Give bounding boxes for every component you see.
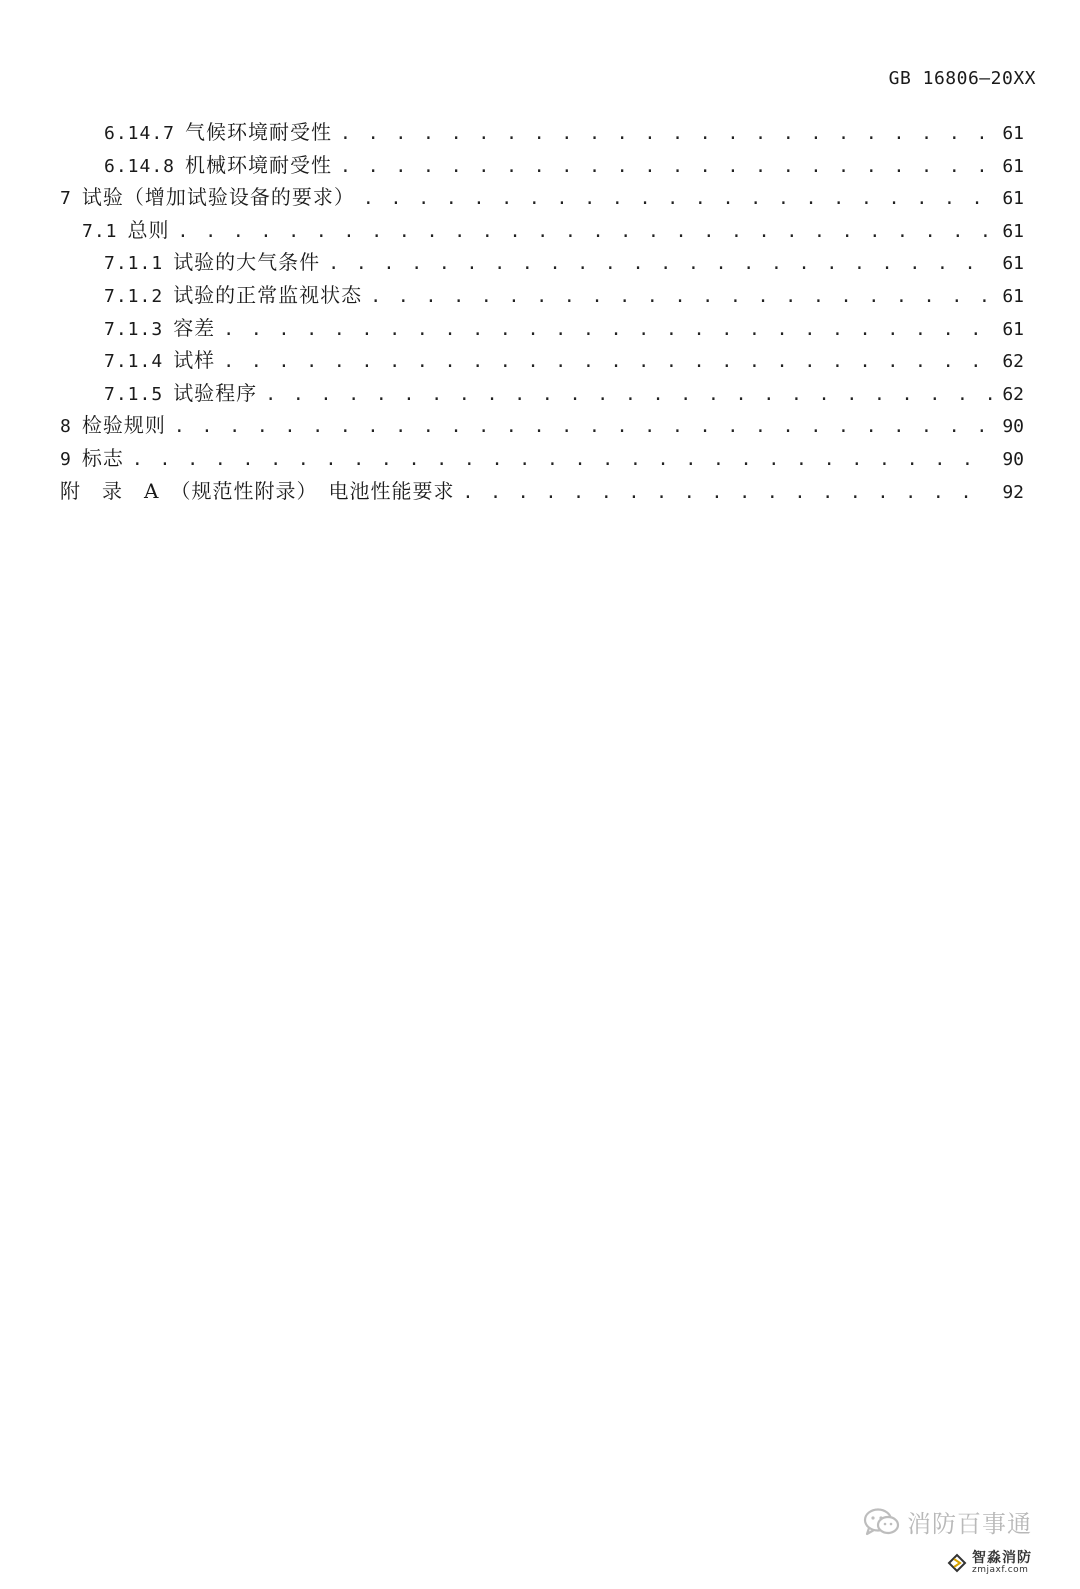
toc-entry-page: 61	[1002, 318, 1024, 340]
toc-entry-number: 7	[60, 188, 72, 210]
toc-entry-title: 试验程序	[173, 380, 258, 405]
toc-dot-leader	[363, 183, 992, 216]
toc-entry[interactable]	[0, 214, 1080, 247]
toc-entry-number: 6.14.7	[104, 123, 176, 144]
toc-entry-title: 标志	[81, 445, 124, 470]
toc-entry-number: 7.1.1	[104, 253, 164, 275]
wechat-icon	[863, 1507, 901, 1537]
logo-name: 智淼消防	[972, 1549, 1032, 1566]
toc-dot-leader	[174, 411, 992, 444]
toc-entry[interactable]	[0, 181, 1080, 214]
zhimiao-logo-icon	[946, 1552, 968, 1574]
toc-dot-leader	[132, 444, 992, 477]
toc-entry-title: 气候环境耐受性	[185, 120, 333, 144]
logo-stamp	[946, 1551, 1032, 1575]
toc-entry-page: 90	[1002, 448, 1024, 470]
toc-entry-page: 92	[1002, 481, 1024, 503]
toc-dot-leader	[265, 379, 992, 412]
toc-entry[interactable]	[0, 475, 1080, 508]
toc-entry[interactable]	[0, 312, 1080, 345]
toc-entry[interactable]	[0, 149, 1080, 182]
toc-entry-page: 90	[1002, 416, 1024, 438]
toc-dot-leader	[462, 477, 992, 510]
toc-entry-number: 7.1.2	[104, 285, 164, 307]
toc-dot-leader	[340, 151, 992, 184]
logo-text	[972, 1551, 1032, 1575]
toc-entry-page: 61	[1002, 253, 1024, 275]
toc-dot-leader	[223, 314, 992, 347]
toc-entry-title: 检验规则	[81, 413, 166, 438]
standard-header: GB 16806—20XX	[888, 68, 1036, 89]
toc-entry-page: 61	[1002, 285, 1024, 307]
toc-entry[interactable]	[0, 442, 1080, 475]
toc-entry[interactable]	[0, 409, 1080, 442]
toc-entry-title: 试验的正常监视状态	[173, 282, 363, 307]
toc-entry[interactable]	[0, 279, 1080, 312]
toc-entry-title: 容差	[173, 315, 216, 340]
toc-entry[interactable]	[0, 344, 1080, 377]
toc-entry[interactable]	[0, 246, 1080, 279]
toc-entry-page: 61	[1002, 220, 1024, 242]
toc-entry-page: 62	[1002, 351, 1024, 373]
toc-entry-page: 61	[1002, 123, 1024, 144]
toc-entry-page: 61	[1002, 155, 1024, 177]
toc-entry-number: 8	[60, 416, 72, 438]
toc-entry[interactable]	[0, 377, 1080, 410]
watermark	[863, 1504, 1032, 1539]
watermark-text: 消防百事通	[907, 1510, 1032, 1538]
toc-dot-leader	[328, 248, 992, 281]
toc-entry-title: 试验的大气条件	[173, 250, 321, 275]
toc-entry-page: 61	[1002, 188, 1024, 210]
logo-url: zmjaxf.com	[972, 1564, 1029, 1575]
toc-dot-leader	[340, 118, 992, 151]
toc-entry-title: 试验（增加试验设备的要求）	[81, 185, 355, 210]
toc-dot-leader	[223, 346, 992, 379]
toc-entry-number: 6.14.8	[104, 155, 176, 177]
toc-entry-title: 总则	[127, 217, 170, 242]
toc-entry-number: 7.1	[82, 220, 118, 242]
toc-entry-title: 试样	[173, 348, 216, 373]
toc-entry-number: 9	[60, 448, 72, 470]
toc-entry-number: 7.1.3	[104, 318, 164, 340]
toc-entry[interactable]	[0, 116, 1080, 149]
toc-entry-title: 机械环境耐受性	[185, 152, 333, 177]
toc-entry-title: 附 录 A （规范性附录） 电池性能要求	[60, 478, 455, 503]
toc-dot-leader	[370, 281, 992, 314]
toc-dot-leader	[178, 216, 992, 249]
toc-entry-number: 7.1.4	[104, 351, 164, 373]
toc-entry-number: 7.1.5	[104, 383, 164, 405]
table-of-contents	[0, 116, 1080, 507]
toc-entry-page: 62	[1002, 383, 1024, 405]
